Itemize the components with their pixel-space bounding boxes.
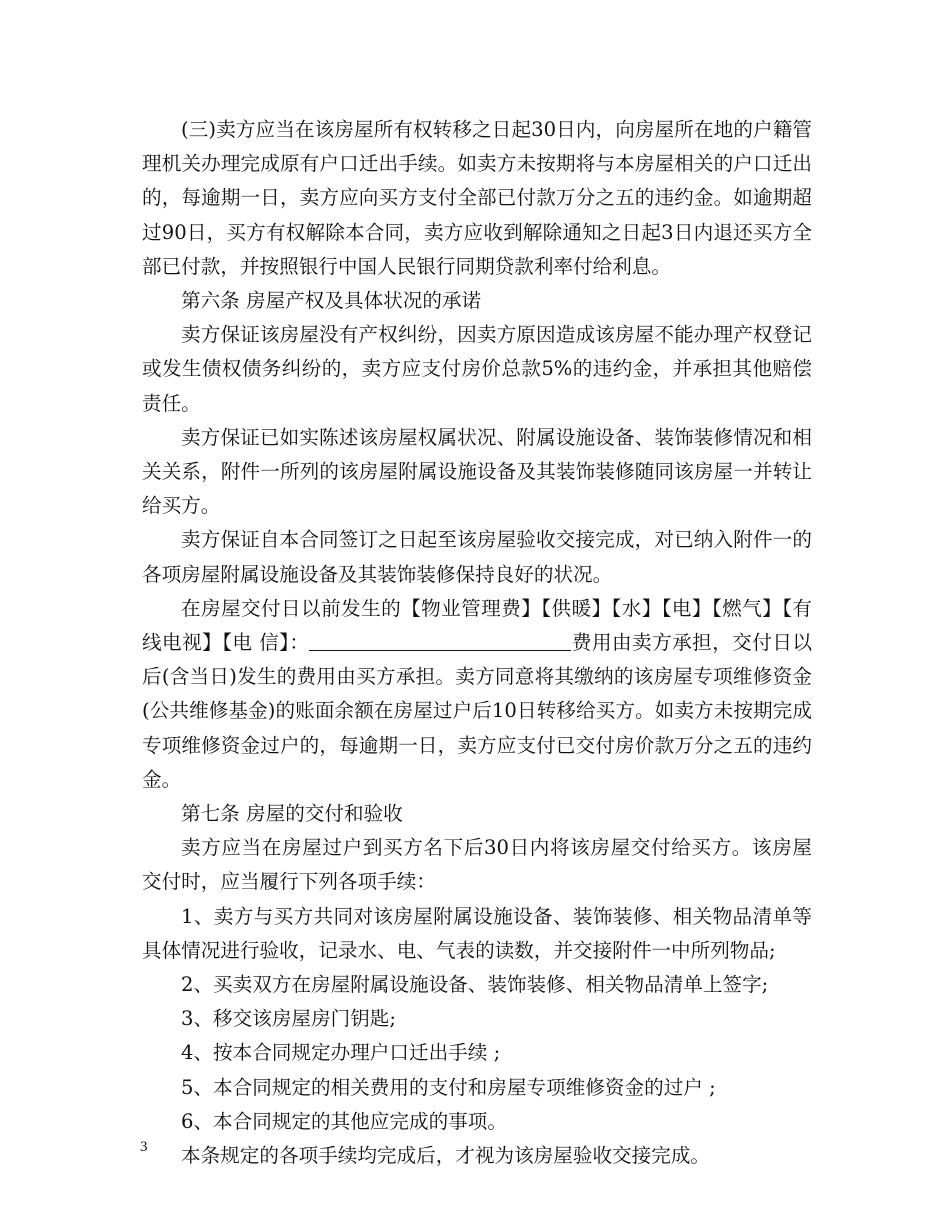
article-6-paragraph-1: 卖方保证该房屋没有产权纠纷，因卖方原因造成该房屋不能办理产权登记或发生债权债务纠纷的，卖方应支付房价总款5%的违约金，并承担其他赔偿责任。: [142, 323, 812, 415]
article-6-paragraph-4-lead: 在房屋交付日以前发生的【物业管理费】【供暖】【水】【电】【燃气】【有线电视】【电 信】：: [142, 596, 812, 655]
fill-in-blank-line: [309, 631, 571, 651]
article-7-item-4: 4、按本合同规定办理户口迁出手续 ;: [181, 1041, 501, 1065]
article-7-item-6: 6、本合同规定的其他应完成的事项。: [181, 1109, 507, 1133]
article-6-paragraph-4-rest: 费用由卖方承担，交付日以后(含当日)发生的费用由买方承担。卖方同意将其缴纳的该房屋专项维修资金(公共维修基金)的账面余额在房屋过户后10日转移给买方。如卖方未按期完成专项维修资金过户的，每逾期一日，卖方应支付已交付房价款万分之五的违约金。: [142, 631, 812, 791]
article-7-title: 第七条 房屋的交付和验收: [181, 802, 403, 826]
article-6-paragraph-3: 卖方保证自本合同签订之日起至该房屋验收交接完成，对已纳入附件一的各项房屋附属设施设备及其装饰装修保持良好的状况。: [142, 528, 812, 586]
clause-5-item-3: (三)卖方应当在该房屋所有权转移之日起30日内，向房屋所在地的户籍管理机关办理完成原有户口迁出手续。如卖方未按期将与本房屋相关的户口迁出的，每逾期一日，卖方应向买方支付全部已付款万分之五的违约金。如逾期超过90日，买方有权解除本合同，卖方应收到解除通知之日起3日内退还买方全部已付款，并按照银行中国人民银行同期贷款利率付给利息。: [142, 118, 812, 278]
page-number: 3: [140, 1139, 148, 1155]
article-7-item-2: 2、买卖双方在房屋附属设施设备、装饰装修、相关物品清单上签字;: [181, 973, 769, 997]
article-7-item-3: 3、移交该房屋房门钥匙;: [181, 1007, 397, 1031]
document-body: [142, 113, 812, 1173]
article-7-closing: 本条规定的各项手续均完成后，才视为该房屋验收交接完成。: [181, 1144, 711, 1168]
article-6-paragraph-4: [142, 592, 812, 797]
article-6-title: 第六条 房屋产权及具体状况的承诺: [181, 289, 482, 313]
article-6-paragraph-2: 卖方保证已如实陈述该房屋权属状况、附属设施设备、装饰装修情况和相关关系，附件一所列的该房屋附属设施设备及其装饰装修随同该房屋一并转让给买方。: [142, 425, 812, 518]
article-7-item-1: 1、卖方与买方共同对该房屋附属设施设备、装饰装修、相关物品清单等具体情况进行验收，记录水、电、气表的读数，并交接附件一中所列物品;: [142, 904, 812, 962]
article-7-item-5: 5、本合同规定的相关费用的支付和房屋专项维修资金的过户 ;: [181, 1075, 716, 1099]
article-7-paragraph-1: 卖方应当在房屋过户到买方名下后30日内将该房屋交付给买方。该房屋交付时，应当履行下列各项手续：: [142, 836, 812, 894]
